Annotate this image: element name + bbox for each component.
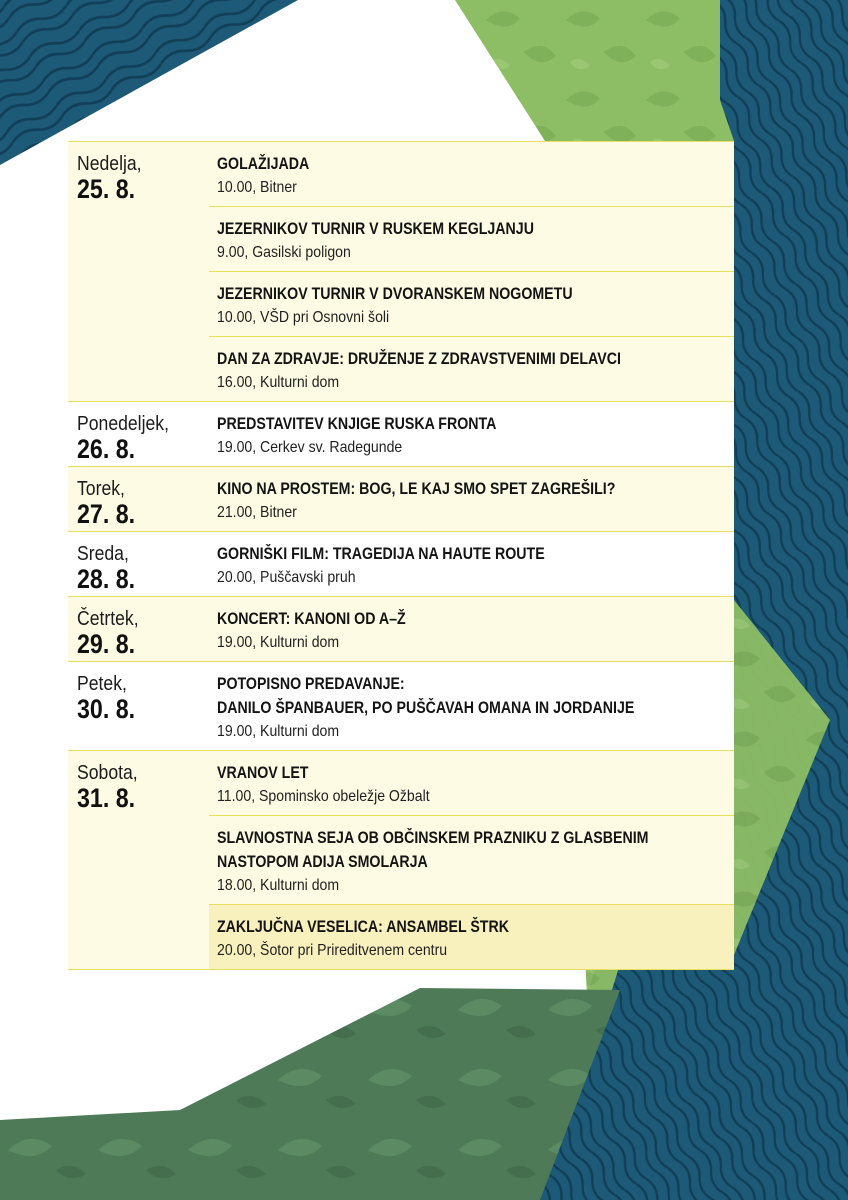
event-time-location: 19.00, Kulturni dom [217, 723, 340, 740]
day-label [68, 751, 209, 969]
event-item-highlighted [209, 904, 734, 969]
event-list [209, 467, 734, 531]
date: 29. 8. [77, 629, 136, 659]
weekday: Sreda, [77, 543, 129, 565]
day-label [68, 142, 209, 401]
event-title: GOLAŽIJADA [217, 155, 310, 173]
event-title-line-2: DANILO ŠPANBAUER, PO PUŠČAVAH OMANA IN JORDANIJE [217, 699, 635, 717]
event-title: JEZERNIKOV TURNIR V RUSKEM KEGLJANJU [217, 220, 534, 238]
event-title: KONCERT: KANONI OD A–Ž [217, 610, 406, 628]
weekday: Sobota, [77, 762, 138, 784]
event-item [209, 467, 734, 531]
day-label [68, 597, 209, 661]
day-row-friday [68, 662, 734, 751]
event-time-location: 9.00, Gasilski poligon [217, 244, 351, 261]
event-title: POTOPISNO PREDAVANJE: [217, 675, 405, 693]
event-item [209, 336, 734, 401]
event-time-location: 18.00, Kulturni dom [217, 877, 340, 894]
date: 27. 8. [77, 499, 136, 529]
event-time-location: 21.00, Bitner [217, 504, 297, 521]
event-time-location: 19.00, Kulturni dom [217, 634, 340, 651]
event-list [209, 142, 734, 401]
event-item [209, 271, 734, 336]
event-list [209, 751, 734, 969]
date: 28. 8. [77, 564, 136, 594]
day-row-thursday [68, 597, 734, 662]
event-item [209, 532, 734, 596]
weekday: Ponedeljek, [77, 413, 169, 435]
weekday: Četrtek, [77, 608, 139, 630]
event-item [209, 751, 734, 815]
event-item [209, 597, 734, 661]
date: 30. 8. [77, 694, 136, 724]
event-title: DAN ZA ZDRAVJE: DRUŽENJE Z ZDRAVSTVENIMI DELAVCI [217, 350, 621, 368]
event-list [209, 597, 734, 661]
date: 25. 8. [77, 174, 136, 204]
weekday: Nedelja, [77, 153, 142, 175]
day-row-monday [68, 402, 734, 467]
day-label [68, 532, 209, 596]
event-list [209, 402, 734, 466]
event-list [209, 662, 734, 750]
day-row-sunday [68, 142, 734, 402]
event-title: JEZERNIKOV TURNIR V DVORANSKEM NOGOMETU [217, 285, 573, 303]
date: 26. 8. [77, 434, 136, 464]
event-item [209, 142, 734, 206]
event-item [209, 815, 734, 904]
event-schedule [68, 141, 734, 970]
day-row-wednesday [68, 532, 734, 597]
event-list [209, 532, 734, 596]
day-row-tuesday [68, 467, 734, 532]
day-label [68, 467, 209, 531]
event-title: SLAVNOSTNA SEJA OB OBČINSKEM PRAZNIKU Z GLASBENIM [217, 829, 649, 847]
event-title: KINO NA PROSTEM: BOG, LE KAJ SMO SPET ZAGREŠILI? [217, 480, 616, 498]
event-title: PREDSTAVITEV KNJIGE RUSKA FRONTA [217, 415, 497, 433]
event-time-location: 11.00, Spominsko obeležje Ožbalt [217, 788, 430, 805]
event-title: VRANOV LET [217, 764, 309, 782]
weekday: Petek, [77, 673, 127, 695]
day-label [68, 402, 209, 466]
event-item [209, 206, 734, 271]
event-title: GORNIŠKI FILM: TRAGEDIJA NA HAUTE ROUTE [217, 545, 545, 563]
event-time-location: 16.00, Kulturni dom [217, 374, 340, 391]
event-title-line-2: NASTOPOM ADIJA SMOLARJA [217, 853, 428, 871]
event-time-location: 20.00, Šotor pri Prireditvenem centru [217, 942, 448, 959]
event-title: ZAKLJUČNA VESELICA: ANSAMBEL ŠTRK [217, 918, 509, 936]
day-label [68, 662, 209, 750]
weekday: Torek, [77, 478, 125, 500]
event-time-location: 10.00, Bitner [217, 179, 297, 196]
event-time-location: 19.00, Cerkev sv. Radegunde [217, 439, 403, 456]
event-item [209, 402, 734, 466]
event-item [209, 662, 734, 750]
day-row-saturday [68, 751, 734, 970]
event-time-location: 10.00, VŠD pri Osnovni šoli [217, 309, 390, 326]
event-time-location: 20.00, Puščavski pruh [217, 569, 356, 586]
date: 31. 8. [77, 783, 136, 813]
